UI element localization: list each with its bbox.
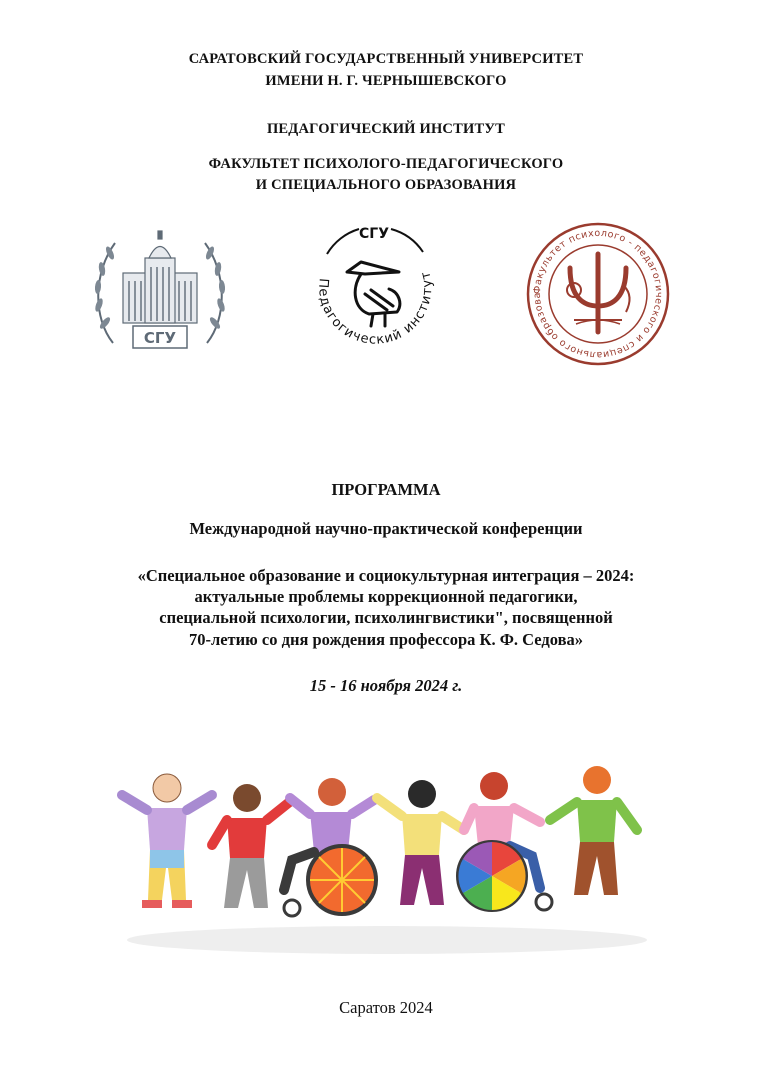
city-year: Саратов 2024 (339, 998, 433, 1017)
university-name-line2: ИМЕНИ Н. Г. ЧЕРНЫШЕВСКОГО (265, 73, 507, 89)
child-figure (377, 780, 464, 905)
child-figure (122, 774, 212, 908)
conference-subtitle: Международной научно-практической конференции (189, 519, 583, 538)
faculty-seal-logo (524, 220, 672, 368)
sgu-emblem-logo (85, 223, 235, 363)
institute-name: ПЕДАГОГИЧЕСКИЙ ИНСТИТУТ (266, 121, 506, 137)
child-figure-wheelchair (458, 772, 552, 910)
conference-theme-line2: актуальные проблемы коррекционной педагогики, (194, 587, 578, 606)
conference-theme-line3: специальной психологии, психолингвистики", посвященной (159, 608, 613, 627)
child-figure (550, 766, 637, 895)
faculty-name-line1: ФАКУЛЬТЕТ ПСИХОЛОГО-ПЕДАГОГИЧЕСКОГО (208, 156, 564, 172)
sgu-emblem-label: СГУ (143, 329, 177, 347)
program-title: ПРОГРАММА (331, 480, 441, 499)
faculty-seal-arc-text: Факультет психолого - педагогического и специального образова (531, 227, 665, 361)
faculty-name-line2: И СПЕЦИАЛЬНОГО ОБРАЗОВАНИЯ (255, 177, 517, 193)
children-illustration (112, 760, 662, 960)
institute-logo-top-label: СГУ (359, 226, 389, 242)
institute-logo (299, 214, 449, 364)
conference-theme-line4: 70-летию со дня рождения профессора К. Ф. Седова» (188, 630, 584, 649)
pelican-icon (347, 262, 400, 326)
conference-theme-line1: «Специальное образование и социокультурная интеграция – 2024: (137, 566, 635, 585)
university-name-line1: САРАТОВСКИЙ ГОСУДАРСТВЕННЫЙ УНИВЕРСИТЕТ (188, 51, 584, 67)
child-figure-wheelchair (284, 778, 376, 916)
conference-dates: 15 - 16 ноября 2024 г. (309, 676, 463, 695)
institute-logo-arc-text: Педагогический институт (315, 269, 436, 348)
